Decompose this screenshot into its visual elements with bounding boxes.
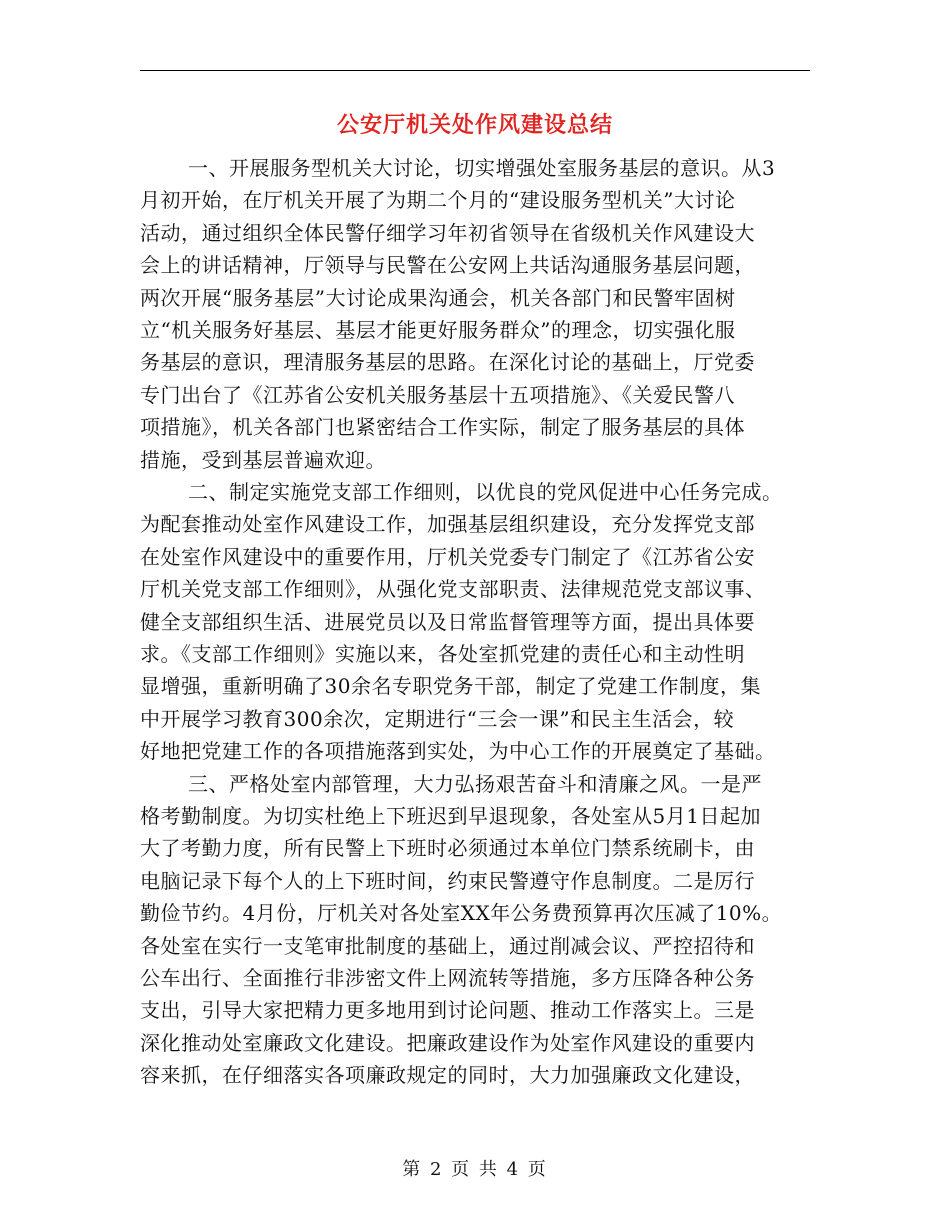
body-line: 活动，通过组织全体民警仔细学习年初省领导在省级机关作风建设大 [140, 220, 755, 245]
body-line: 健全支部组织生活、进展党员以及日常监督管理等方面，提出具体要 [140, 609, 755, 634]
body-line: 务基层的意识，理清服务基层的思路。在深化讨论的基础上，厅党委 [140, 350, 755, 375]
body-line: 二、制定实施党支部工作细则，以优良的党风促进中心任务完成。 [188, 480, 783, 504]
body-line: 深化推动处室廉政文化建设。把廉政建设作为处室作风建设的重要内 [140, 1030, 755, 1055]
body-line: 好地把党建工作的各项措施落到实处，为中心工作的开展奠定了基础。 [140, 739, 776, 764]
body-line: 专门出台了《江苏省公安机关服务基层十五项措施》、《关爱民警八 [140, 382, 735, 407]
body-line: 电脑记录下每个人的上下班时间，约束民警遵守作息制度。二是厉行 [140, 868, 755, 893]
document-title: 公安厅机关处作风建设总结 [336, 112, 613, 138]
body-line: 在处室作风建设中的重要作用，厅机关党委专门制定了《江苏省公安 [140, 544, 755, 569]
body-line: 立“机关服务好基层、基层才能更好服务群众”的理念，切实强化服 [140, 318, 736, 342]
header-rule [140, 70, 810, 71]
body-line: 支出，引导大家把精力更多地用到讨论问题、推动工作落实上。三是 [140, 998, 755, 1023]
body-line: 大了考勤力度，所有民警上下班时必须通过本单位门禁系统刷卡，由 [140, 836, 755, 861]
body-line: 勤俭节约。4月份，厅机关对各处室XX年公务费预算再次压减了10%。 [140, 901, 783, 926]
body-line: 月初开始，在厅机关开展了为期二个月的“建设服务型机关”大讨论 [140, 188, 736, 213]
body-line: 一、开展服务型机关大讨论，切实增强处室服务基层的意识。从3 [188, 156, 776, 180]
body-line: 显增强，重新明确了30余名专职党务干部，制定了党建工作制度，集 [140, 674, 761, 699]
body-line: 中开展学习教育300余次，定期进行“三会一课”和民主生活会，较 [140, 706, 735, 731]
body-line: 公车出行、全面推行非涉密文件上网流转等措施，多方压降各种公务 [140, 966, 755, 990]
body-line: 项措施》，机关各部门也紧密结合工作实际，制定了服务基层的具体 [140, 415, 745, 440]
body-line: 三、严格处室内部管理，大力弘扬艰苦奋斗和清廉之风。一是严 [188, 771, 762, 796]
body-line: 各处室在实行一支笔审批制度的基础上，通过削减会议、严控招待和 [140, 933, 755, 958]
body-line: 会上的讲话精神，厅领导与民警在公安网上共话沟通服务基层问题， [140, 253, 755, 278]
body-line: 两次开展“服务基层”大讨论成果沟通会，机关各部门和民警牢固树 [140, 285, 736, 310]
page-number: 第 2 页 共 4 页 [402, 1159, 548, 1180]
body-line: 求。《支部工作细则》实施以来，各处室抓党建的责任心和主动性明 [140, 642, 745, 666]
body-line: 为配套推动处室作风建设工作，加强基层组织建设，充分发挥党支部 [140, 512, 755, 537]
body-line: 容来抓，在仔细落实各项廉政规定的同时，大力加强廉政文化建设， [140, 1063, 755, 1088]
body-line: 厅机关党支部工作细则》，从强化党支部职责、法律规范党支部议事、 [140, 577, 766, 602]
body-line: 格考勤制度。为切实杜绝上下班迟到早退现象，各处室从5月1日起加 [140, 804, 761, 828]
body-line: 措施，受到基层普遍欢迎。 [140, 447, 386, 472]
